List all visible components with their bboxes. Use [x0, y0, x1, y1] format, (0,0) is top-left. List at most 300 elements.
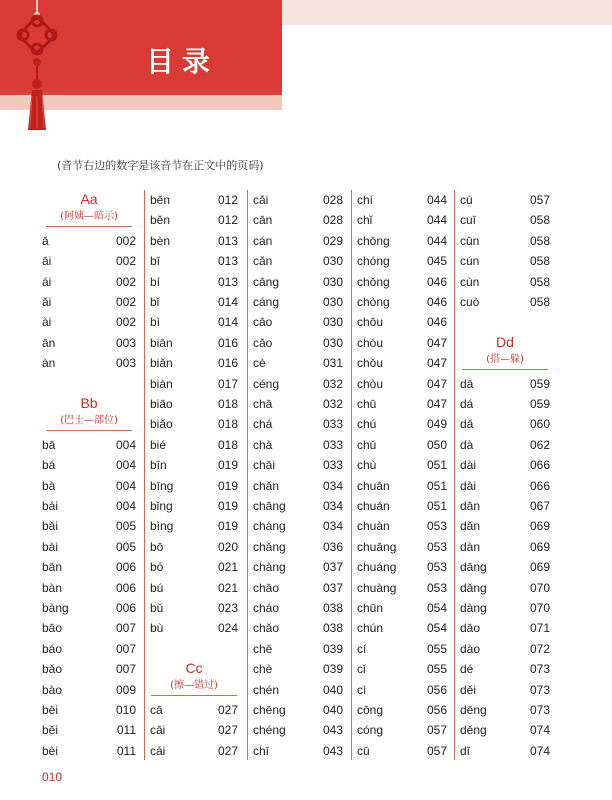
page-ref: 073 — [529, 662, 550, 677]
index-entry[interactable] — [357, 190, 447, 210]
syllable: dāo — [460, 621, 481, 636]
syllable: biǎn — [150, 356, 173, 371]
index-entry[interactable] — [357, 455, 447, 475]
page-ref: 056 — [426, 703, 447, 717]
syllable: cuò — [460, 295, 480, 309]
page-ref: 073 — [529, 682, 550, 697]
index-entry[interactable] — [253, 455, 343, 475]
page-ref: 002 — [115, 315, 136, 330]
syllable: céng — [253, 376, 280, 391]
index-entry[interactable] — [253, 496, 343, 516]
index-entry[interactable] — [150, 414, 238, 434]
index-entry[interactable] — [253, 720, 343, 740]
index-entry[interactable] — [150, 720, 238, 740]
page-ref: 046 — [426, 274, 447, 289]
index-entry[interactable] — [253, 680, 343, 700]
page-ref: 019 — [217, 478, 238, 493]
index-entry[interactable] — [253, 231, 343, 251]
page-ref: 049 — [426, 417, 447, 432]
index-entry[interactable] — [42, 720, 136, 740]
syllable: cù — [460, 193, 473, 207]
syllable: chàng — [253, 560, 286, 575]
syllable: dài — [460, 458, 477, 473]
index-entry[interactable] — [150, 272, 238, 292]
syllable: dā — [460, 376, 474, 391]
syllable: dàng — [460, 601, 487, 615]
index-entry[interactable] — [357, 292, 447, 312]
syllable: cāng — [253, 274, 280, 289]
syllable: chā — [253, 397, 273, 411]
page-ref: 012 — [217, 193, 238, 207]
syllable: bīn — [150, 458, 167, 473]
page-ref: 027 — [217, 743, 238, 758]
index-entry[interactable] — [460, 292, 550, 312]
page-ref: 021 — [217, 560, 238, 575]
index-entry[interactable] — [150, 251, 238, 271]
syllable: cuī — [460, 213, 477, 228]
index-entry[interactable] — [357, 394, 447, 414]
page-ref: 066 — [529, 458, 550, 473]
index-entry[interactable] — [253, 374, 343, 394]
index-entry[interactable] — [357, 231, 447, 251]
syllable: bó — [150, 560, 164, 575]
index-entry[interactable] — [357, 353, 447, 373]
page-ref: 058 — [529, 213, 550, 228]
page-ref: 016 — [217, 356, 238, 371]
syllable: cāi — [150, 723, 166, 738]
page-ref: 006 — [115, 580, 136, 595]
index-entry[interactable] — [42, 292, 136, 312]
index-entry[interactable] — [357, 496, 447, 516]
index-entry[interactable] — [42, 333, 136, 353]
index-entry[interactable] — [460, 251, 550, 271]
index-entry[interactable] — [253, 414, 343, 434]
page-ref: 062 — [529, 437, 550, 452]
syllable: bào — [42, 682, 63, 697]
section-letter: Dd — [496, 333, 514, 350]
syllable: cún — [460, 254, 480, 269]
index-entry[interactable] — [253, 598, 343, 618]
chinese-knot-icon — [2, 0, 72, 140]
syllable: bǎi — [42, 519, 59, 534]
page-ref: 006 — [115, 601, 136, 615]
page-ref: 023 — [217, 601, 238, 615]
index-entry[interactable] — [42, 680, 136, 700]
syllable: chū — [357, 397, 377, 411]
section-range: (巴士—部位) — [60, 415, 118, 426]
page-ref: 027 — [217, 703, 238, 717]
syllable: chuàn — [357, 519, 390, 534]
syllable: cān — [253, 213, 273, 228]
index-entry[interactable] — [42, 455, 136, 475]
index-entry[interactable] — [42, 741, 136, 761]
syllable: āi — [42, 254, 52, 269]
index-entry[interactable] — [150, 741, 238, 761]
index-entry[interactable] — [253, 537, 343, 557]
syllable: cóng — [357, 723, 384, 738]
syllable: chǐ — [357, 213, 373, 228]
section-underline — [151, 695, 237, 696]
index-entry[interactable] — [150, 353, 238, 373]
syllable: bàng — [42, 601, 69, 615]
index-entry[interactable] — [460, 578, 550, 598]
syllable: cháng — [253, 519, 286, 534]
page-ref: 030 — [322, 274, 343, 289]
index-entry[interactable] — [150, 557, 238, 577]
index-entry[interactable] — [460, 374, 550, 394]
syllable: bá — [42, 458, 56, 473]
index-entry[interactable] — [460, 435, 550, 455]
syllable: chà — [253, 437, 273, 452]
syllable: bā — [42, 437, 56, 452]
syllable: ān — [42, 335, 56, 350]
syllable: cāo — [253, 315, 273, 330]
syllable: dǎ — [460, 417, 474, 432]
page-ref: 004 — [115, 437, 136, 452]
syllable: chòng — [357, 295, 390, 309]
index-entry[interactable] — [357, 374, 447, 394]
syllable: bǎo — [42, 662, 63, 677]
index-entry[interactable] — [357, 700, 447, 720]
index-entry[interactable] — [150, 618, 238, 638]
syllable: bī — [150, 254, 161, 269]
page-ref: 057 — [426, 723, 447, 738]
index-entry[interactable] — [357, 741, 447, 761]
syllable: biǎo — [150, 417, 173, 432]
syllable: chōu — [357, 315, 384, 330]
syllable: cè — [253, 356, 266, 371]
syllable: bèi — [42, 743, 59, 758]
section-underline — [46, 430, 132, 431]
syllable: cùn — [460, 274, 480, 289]
index-entry[interactable] — [460, 720, 550, 740]
index-entry[interactable] — [150, 394, 238, 414]
index-entry[interactable] — [150, 190, 238, 210]
syllable: bǐ — [150, 295, 160, 309]
page-ref: 045 — [426, 254, 447, 269]
index-entry[interactable] — [460, 516, 550, 536]
syllable: ǎi — [42, 295, 52, 309]
syllable: bēi — [42, 703, 59, 717]
page-ref: 027 — [217, 723, 238, 738]
page-ref: 030 — [322, 254, 343, 269]
syllable: chòu — [357, 376, 384, 391]
index-entry[interactable] — [42, 700, 136, 720]
syllable: chén — [253, 682, 280, 697]
page-ref: 057 — [529, 193, 550, 207]
syllable: chuán — [357, 499, 390, 513]
syllable: bō — [150, 539, 164, 554]
syllable: chē — [253, 641, 273, 656]
page-ref: 005 — [115, 519, 136, 534]
index-entry[interactable] — [42, 476, 136, 496]
index-entry[interactable] — [357, 251, 447, 271]
index-entry[interactable] — [460, 455, 550, 475]
index-entry[interactable] — [357, 578, 447, 598]
index-entry[interactable] — [42, 272, 136, 292]
syllable: bàn — [42, 580, 63, 595]
index-entry[interactable] — [460, 659, 550, 679]
index-entry[interactable] — [253, 394, 343, 414]
syllable: chǎng — [253, 539, 286, 554]
index-entry[interactable] — [42, 537, 136, 557]
index-entry[interactable] — [460, 598, 550, 618]
index-entry[interactable] — [150, 455, 238, 475]
index-entry[interactable] — [357, 618, 447, 638]
syllable: chǔ — [357, 437, 377, 452]
page-ref: 002 — [115, 254, 136, 269]
page-ref: 018 — [217, 397, 238, 411]
index-entry[interactable] — [150, 537, 238, 557]
index-entry[interactable] — [42, 598, 136, 618]
page-ref: 007 — [115, 662, 136, 677]
page-number: 010 — [42, 770, 63, 784]
index-entry[interactable] — [357, 272, 447, 292]
page-ref: 039 — [322, 662, 343, 677]
syllable: cí — [357, 641, 367, 656]
page-ref: 055 — [426, 662, 447, 677]
syllable: dǎn — [460, 519, 481, 534]
index-entry[interactable] — [253, 210, 343, 230]
page-ref: 013 — [217, 254, 238, 269]
section-range: (阿姨—暗示) — [60, 211, 118, 222]
index-entry[interactable] — [460, 639, 550, 659]
syllable: chá — [253, 417, 273, 432]
index-entry[interactable] — [42, 516, 136, 536]
syllable: dàn — [460, 539, 481, 554]
index-entry[interactable] — [150, 578, 238, 598]
index-entry[interactable] — [42, 496, 136, 516]
index-entry[interactable] — [253, 353, 343, 373]
syllable: chù — [357, 458, 377, 473]
page-ref: 033 — [322, 417, 343, 432]
index-entry[interactable] — [42, 251, 136, 271]
index-entry[interactable] — [357, 557, 447, 577]
index-entry[interactable] — [460, 557, 550, 577]
index-entry[interactable] — [253, 333, 343, 353]
page-ref: 055 — [426, 641, 447, 656]
index-entry[interactable] — [42, 557, 136, 577]
page-ref: 034 — [322, 478, 343, 493]
syllable: bǔ — [150, 601, 164, 615]
index-entry[interactable] — [253, 578, 343, 598]
index-entry[interactable] — [150, 598, 238, 618]
page-ref: 030 — [322, 335, 343, 350]
page-ref: 007 — [115, 641, 136, 656]
page-ref: 046 — [426, 315, 447, 330]
page-ref: 054 — [426, 621, 447, 636]
page-ref: 032 — [322, 397, 343, 411]
index-entry[interactable] — [42, 618, 136, 638]
index-entry[interactable] — [150, 292, 238, 312]
page-ref: 013 — [217, 274, 238, 289]
index-entry[interactable] — [253, 557, 343, 577]
index-entry[interactable] — [150, 231, 238, 251]
index-entry[interactable] — [150, 435, 238, 455]
syllable: bēn — [150, 193, 171, 207]
page-ref: 033 — [322, 437, 343, 452]
syllable: cǎo — [253, 335, 273, 350]
page-ref: 032 — [322, 376, 343, 391]
page-ref: 011 — [116, 723, 136, 738]
page-ref: 058 — [529, 295, 550, 309]
syllable: chǒng — [357, 274, 390, 289]
page-ref: 003 — [115, 335, 136, 350]
index-entry[interactable] — [460, 231, 550, 251]
page-ref: 016 — [217, 335, 238, 350]
page-ref: 036 — [322, 539, 343, 554]
index-entry[interactable] — [42, 578, 136, 598]
syllable: chuáng — [357, 560, 397, 575]
section-underline — [46, 226, 132, 227]
syllable: bāo — [42, 621, 63, 636]
syllable: cōng — [357, 703, 384, 717]
syllable: biāo — [150, 397, 173, 411]
index-entry[interactable] — [150, 496, 238, 516]
index-entry[interactable] — [357, 414, 447, 434]
index-entry[interactable] — [253, 251, 343, 271]
syllable: bà — [42, 478, 56, 493]
syllable: bì — [150, 315, 161, 330]
syllable: chōng — [357, 233, 390, 248]
index-entry[interactable] — [253, 292, 343, 312]
page-ref: 043 — [322, 743, 343, 758]
index-entry[interactable] — [150, 516, 238, 536]
index-entry[interactable] — [460, 537, 550, 557]
syllable: bèn — [150, 233, 171, 248]
page-ref: 034 — [322, 499, 343, 513]
page-ref: 019 — [217, 458, 238, 473]
syllable: bài — [42, 539, 59, 554]
page-ref: 047 — [426, 397, 447, 411]
page-ref: 053 — [426, 580, 447, 595]
index-entry[interactable] — [357, 639, 447, 659]
page-ref: 003 — [115, 356, 136, 371]
syllable: dān — [460, 499, 481, 513]
page-ref: 038 — [322, 621, 343, 636]
page-ref: 069 — [529, 560, 550, 575]
index-entry[interactable] — [460, 741, 550, 761]
index-entry[interactable] — [357, 720, 447, 740]
index-entry[interactable] — [357, 312, 447, 332]
page-ref: 037 — [322, 560, 343, 575]
index-entry[interactable] — [42, 353, 136, 373]
index-entry[interactable] — [42, 435, 136, 455]
page-ref: 044 — [426, 213, 447, 228]
index-entry[interactable] — [460, 190, 550, 210]
index-entry[interactable] — [357, 537, 447, 557]
index-entry[interactable] — [357, 516, 447, 536]
index-entry[interactable] — [357, 598, 447, 618]
index-entry[interactable] — [460, 680, 550, 700]
index-note: (音节右边的数字是该音节在正文中的页码) — [57, 159, 264, 172]
index-entry[interactable] — [253, 741, 343, 761]
index-entry[interactable] — [150, 476, 238, 496]
index-entry[interactable] — [42, 659, 136, 679]
syllable: chóng — [357, 254, 390, 269]
syllable: bú — [150, 580, 164, 595]
syllable: bǐng — [150, 499, 173, 513]
index-entry[interactable] — [460, 394, 550, 414]
section-letter: Cc — [185, 660, 203, 677]
page-ref: 006 — [115, 560, 136, 575]
index-entry[interactable] — [460, 414, 550, 434]
column-separator — [247, 190, 248, 760]
syllable: chūn — [357, 601, 384, 615]
index-entry[interactable] — [460, 496, 550, 516]
index-entry[interactable] — [42, 312, 136, 332]
index-entry[interactable] — [253, 639, 343, 659]
page-ref: 005 — [115, 539, 136, 554]
index-entry[interactable] — [357, 435, 447, 455]
index-entry[interactable] — [357, 659, 447, 679]
page-ref: 071 — [529, 621, 550, 636]
index-entry[interactable] — [460, 476, 550, 496]
index-entry[interactable] — [357, 210, 447, 230]
syllable: cái — [150, 743, 166, 758]
syllable: chāng — [253, 499, 286, 513]
page-ref: 047 — [426, 376, 447, 391]
index-entry[interactable] — [460, 700, 550, 720]
syllable: bìng — [150, 519, 174, 534]
section-underline — [462, 369, 548, 370]
index-entry[interactable] — [460, 618, 550, 638]
index-entry[interactable] — [150, 700, 238, 720]
syllable: dēng — [460, 703, 487, 717]
page-ref: 034 — [322, 519, 343, 534]
index-entry[interactable] — [253, 618, 343, 638]
syllable: bí — [150, 274, 161, 289]
syllable: chuāng — [357, 539, 397, 554]
column-separator — [144, 190, 145, 760]
page-ref: 038 — [322, 601, 343, 615]
section-header — [460, 333, 550, 370]
index-entry[interactable] — [253, 312, 343, 332]
index-entry[interactable] — [42, 231, 136, 251]
page-ref: 002 — [115, 233, 136, 248]
syllable: biān — [150, 335, 173, 350]
index-entry[interactable] — [253, 516, 343, 536]
page-ref: 020 — [217, 539, 238, 554]
index-entry[interactable] — [42, 639, 136, 659]
index-entry[interactable] — [253, 272, 343, 292]
index-entry[interactable] — [357, 333, 447, 353]
page-ref: 030 — [322, 295, 343, 309]
index-entry[interactable] — [150, 374, 238, 394]
index-entry[interactable] — [253, 476, 343, 496]
index-entry[interactable] — [357, 680, 447, 700]
index-entry[interactable] — [253, 659, 343, 679]
page-ref: 054 — [426, 601, 447, 615]
index-entry[interactable] — [150, 333, 238, 353]
index-entry[interactable] — [460, 272, 550, 292]
index-entry[interactable] — [357, 476, 447, 496]
syllable: cì — [357, 682, 367, 697]
index-entry[interactable] — [253, 190, 343, 210]
syllable: dào — [460, 641, 481, 656]
index-entry[interactable] — [253, 435, 343, 455]
index-entry[interactable] — [253, 700, 343, 720]
syllable: dà — [460, 437, 474, 452]
page-ref: 019 — [217, 519, 238, 534]
index-entry[interactable] — [460, 210, 550, 230]
syllable: bān — [42, 560, 63, 575]
page-ref: 059 — [529, 397, 550, 411]
index-entry[interactable] — [150, 312, 238, 332]
page-ref: 074 — [529, 723, 550, 738]
index-entry[interactable] — [150, 210, 238, 230]
section-header — [42, 394, 136, 431]
